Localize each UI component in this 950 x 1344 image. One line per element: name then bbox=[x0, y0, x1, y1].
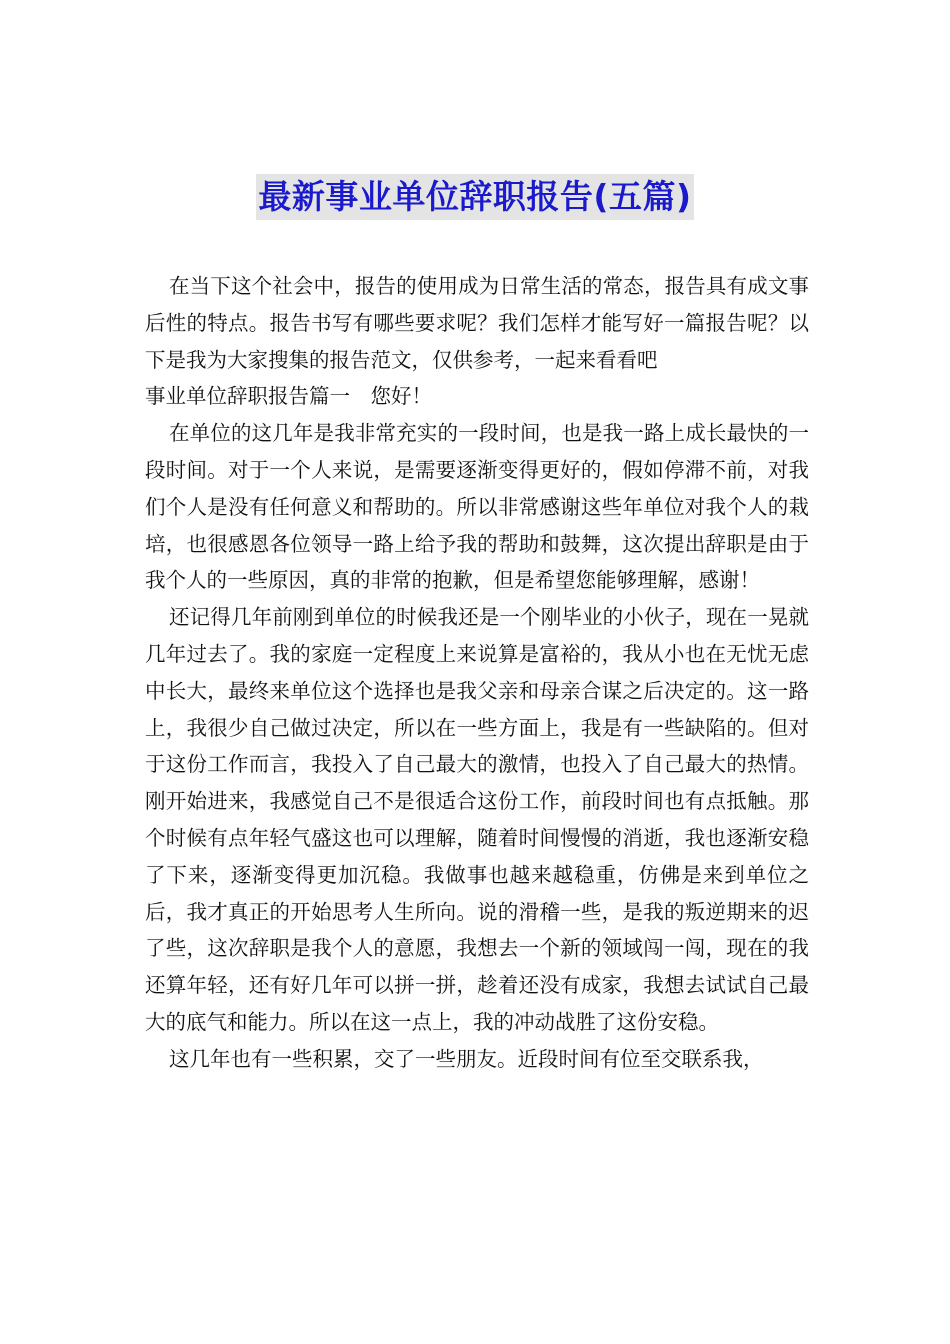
intro-paragraph: 在当下这个社会中，报告的使用成为日常生活的常态，报告具有成文事后性的特点。报告书写有哪些要求呢？我们怎样才能写好一篇报告呢？以下是我为大家搜集的报告范文，仅供参考，一起来看看吧 bbox=[145, 274, 809, 372]
body-paragraph: 在单位的这几年是我非常充实的一段时间，也是我一路上成长最快的一段时间。对于一个人来说，是需要逐渐变得更好的，假如停滞不前，对我们个人是没有任何意义和帮助的。所以非常感谢这些年单位对我个人的栽培，也很感恩各位领导一路上给予我的帮助和鼓舞，这次提出辞职是由于我个人的一些原因，真的非常的抱歉，但是希望您能够理解，感谢！ bbox=[145, 421, 809, 593]
section-heading-line: 事业单位辞职报告篇一 您好！ bbox=[145, 384, 432, 409]
title-container bbox=[0, 174, 950, 220]
body-paragraph: 还记得几年前刚到单位的时候我还是一个刚毕业的小伙子，现在一晃就几年过去了。我的家庭一定程度上来说算是富裕的，我从小也在无忧无虑中长大，最终来单位这个选择也是我父亲和母亲合谋之后决定的。这一路上，我很少自己做过决定，所以在一些方面上，我是有一些缺陷的。但对于这份工作而言，我投入了自己最大的激情，也投入了自己最大的热情。刚开始进来，我感觉自己不是很适合这份工作，前段时间也有点抵触。那个时候有点年轻气盛这也可以理解，随着时间慢慢的消逝，我也逐渐安稳了下来，逐渐变得更加沉稳。我做事也越来越稳重，仿佛是来到单位之后，我才真正的开始思考人生所向。说的滑稽一些，是我的叛逆期来的迟了些，这次辞职是我个人的意愿，我想去一个新的领域闯一闯，现在的我还算年轻，还有好几年可以拼一拼，趁着还没有成家，我想去试试自己最大的底气和能力。所以在这一点上，我的冲动战胜了这份安稳。 bbox=[145, 605, 809, 1034]
document-title: 最新事业单位辞职报告(五篇) bbox=[256, 174, 693, 220]
document-body bbox=[145, 268, 809, 1078]
body-paragraph: 这几年也有一些积累，交了一些朋友。近段时间有位至交联系我， bbox=[169, 1046, 764, 1071]
